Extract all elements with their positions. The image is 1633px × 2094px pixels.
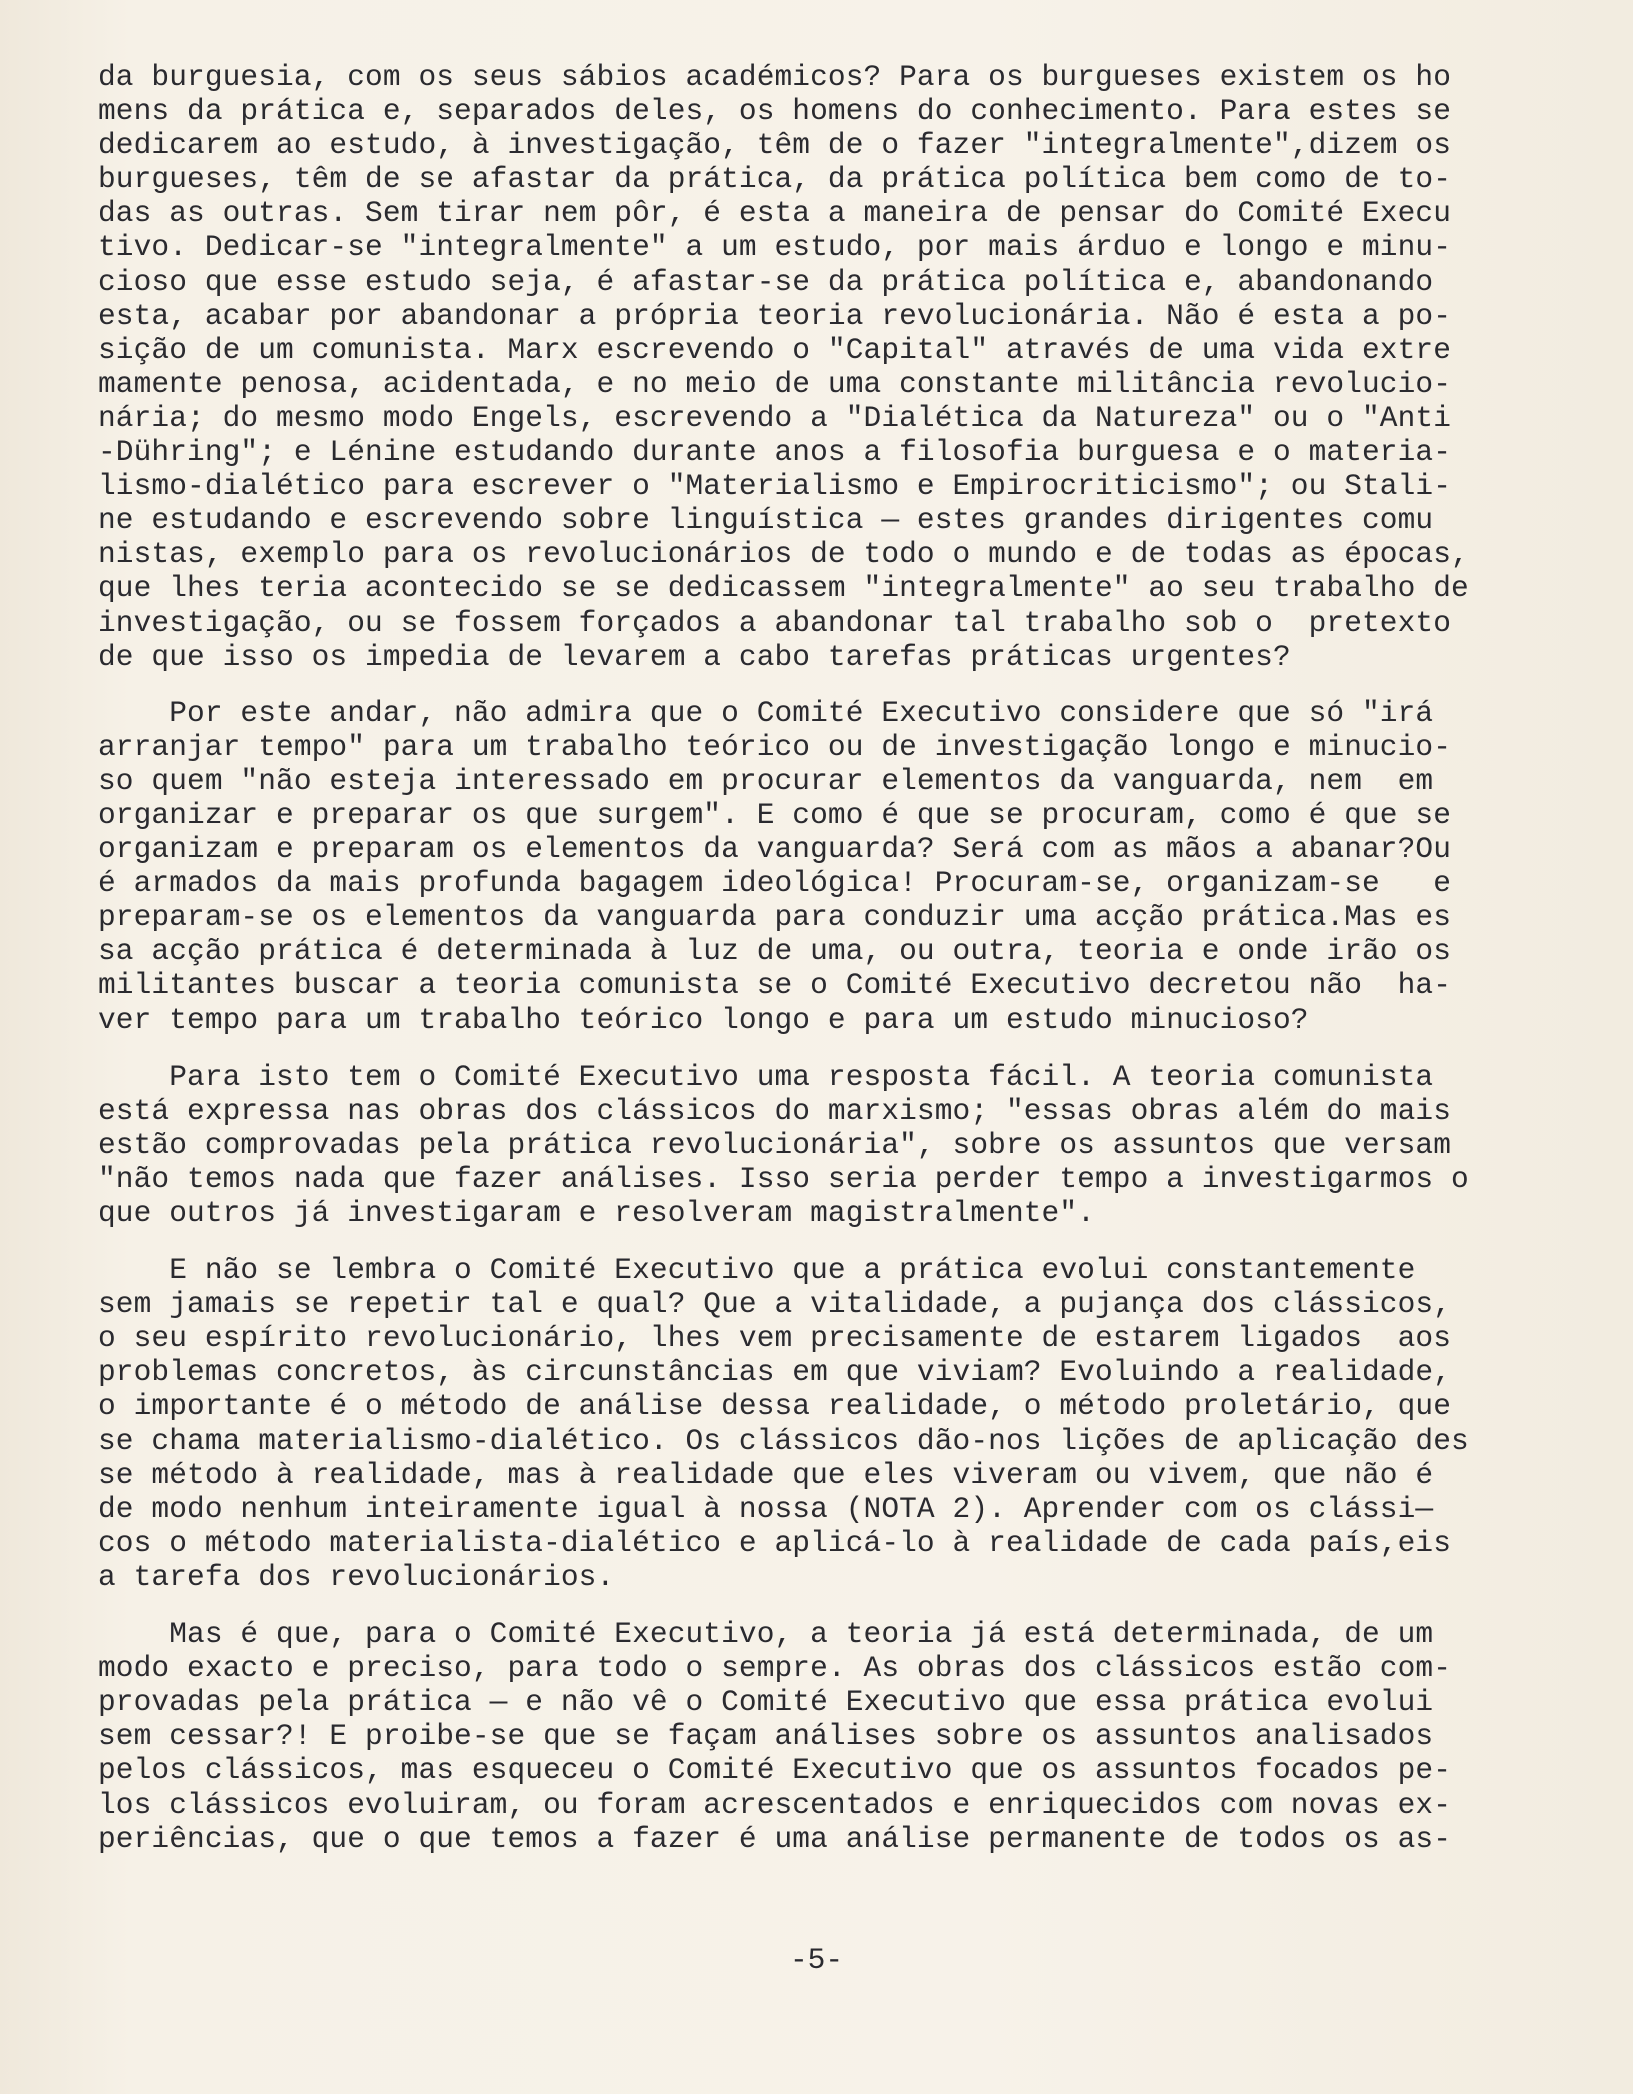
text-line: o seu espírito revolucionário, lhes vem precisamente de estarem ligados aos <box>98 1321 1452 1356</box>
text-line: estão comprovadas pela prática revolucionária", sobre os assuntos que versam <box>98 1127 1452 1162</box>
page-number: -5- <box>789 1943 844 1977</box>
text-line: das as outras. Sem tirar nem pôr, é esta a maneira de pensar do Comité Execu <box>98 196 1452 231</box>
paragraph-spacer <box>98 1594 1596 1617</box>
text-line: provadas pela prática — e não vê o Comité Executivo que essa prática evolui <box>98 1685 1434 1720</box>
text-line: o importante é o método de análise dessa realidade, o método proletário, que <box>98 1389 1452 1424</box>
text-line: modo exacto e preciso, para todo o sempre. As obras dos clássicos estão com- <box>98 1651 1452 1686</box>
text-line: ver tempo para um trabalho teórico longo e para um estudo minucioso? <box>98 1002 1309 1037</box>
paragraph-spacer <box>98 1230 1596 1253</box>
text-line: sem jamais se repetir tal e qual? Que a vitalidade, a pujança dos clássicos, <box>98 1287 1452 1322</box>
text-line: a tarefa dos revolucionários. <box>98 1559 615 1594</box>
text-line: sição de um comunista. Marx escrevendo o "Capital" através de uma vida extre <box>98 332 1452 367</box>
text-line: de que isso os impedia de levarem a cabo tarefas práticas urgentes? <box>98 639 1291 674</box>
text-line: de modo nenhum inteiramente igual à nossa (NOTA 2). Aprender com os clássi— <box>98 1491 1434 1526</box>
text-line: Por este andar, não admira que o Comité Executivo considere que só "irá <box>98 695 1434 730</box>
text-line: está expressa nas obras dos clássicos do marxismo; "essas obras além do mais <box>98 1093 1452 1128</box>
paragraph-spacer <box>98 674 1596 696</box>
text-line: se chama materialismo-dialético. Os clássicos dão-nos lições de aplicação des <box>98 1423 1469 1458</box>
text-line: mens da prática e, separados deles, os homens do conhecimento. Para estes se <box>98 94 1452 129</box>
text-line: organizam e preparam os elementos da vanguarda? Será com as mãos a abanar?Ou <box>98 832 1452 867</box>
text-line: nária; do mesmo modo Engels, escrevendo a "Dialética da Natureza" ou o "Anti <box>98 400 1452 435</box>
text-line: tivo. Dedicar-se "integralmente" a um estudo, por mais árduo e longo e minu- <box>98 230 1452 265</box>
paragraph-4 <box>98 1253 1596 1594</box>
text-line: que outros já investigaram e resolveram magistralmente". <box>98 1196 1095 1230</box>
text-line: "não temos nada que fazer análises. Isso seria perder tempo a investigarmos o <box>98 1161 1469 1196</box>
text-line: arranjar tempo" para um trabalho teórico ou de investigação longo e minucio- <box>98 729 1452 764</box>
text-line: que lhes teria acontecido se se dedicassem "integralmente" ao seu trabalho de <box>98 571 1469 606</box>
paragraph-1 <box>98 60 1596 674</box>
text-line: é armados da mais profunda bagagem ideológica! Procuram-se, organizam-se e <box>98 866 1452 901</box>
paragraph-3 <box>98 1060 1596 1230</box>
text-line: ne estudando e escrevendo sobre linguística — estes grandes dirigentes comu <box>98 503 1434 538</box>
paragraph-spacer <box>98 1037 1596 1060</box>
text-line: se método à realidade, mas à realidade que eles viveram ou vivem, que não é <box>98 1457 1434 1492</box>
text-line: preparam-se os elementos da vanguarda para conduzir uma acção prática.Mas es <box>98 900 1452 935</box>
text-line: organizar e preparar os que surgem". E como é que se procuram, como é que se <box>98 797 1452 832</box>
text-line: lismo-dialético para escrever o "Materialismo e Empirocriticismo"; ou Stali- <box>98 469 1452 504</box>
text-line: pelos clássicos, mas esqueceu o Comité Executivo que os assuntos focados pe- <box>98 1753 1452 1788</box>
text-line: sa acção prática é determinada à luz de uma, ou outra, teoria e onde irão os <box>98 934 1452 969</box>
paragraph-5 <box>98 1617 1596 1856</box>
text-line: Para isto tem o Comité Executivo uma resposta fácil. A teoria comunista <box>98 1059 1434 1094</box>
text-line: esta, acabar por abandonar a própria teoria revolucionária. Não é esta a po- <box>98 298 1452 333</box>
text-line: dedicarem ao estudo, à investigação, têm de o fazer "integralmente",dizem os <box>98 128 1452 163</box>
text-line: -Dühring"; e Lénine estudando durante anos a filosofia burguesa e o materia- <box>98 435 1452 470</box>
text-line: los clássicos evoluiram, ou foram acrescentados e enriquecidos com novas ex- <box>98 1787 1452 1822</box>
text-line: nistas, exemplo para os revolucionários de todo o mundo e de todas as épocas, <box>98 537 1469 572</box>
text-line: da burguesia, com os seus sábios académicos? Para os burgueses existem os ho <box>98 60 1452 94</box>
text-line: investigação, ou se fossem forçados a abandonar tal trabalho sob o pretexto <box>98 605 1452 640</box>
text-line: cos o método materialista-dialético e aplicá-lo à realidade de cada país,eis <box>98 1525 1452 1560</box>
text-line: Mas é que, para o Comité Executivo, a teoria já está determinada, de um <box>98 1617 1434 1652</box>
text-line: so quem "não esteja interessado em procurar elementos da vanguarda, nem em <box>98 763 1434 798</box>
paragraph-2 <box>98 696 1596 1037</box>
text-line: periências, que o que temos a fazer é uma análise permanente de todos os as- <box>98 1821 1452 1856</box>
text-line: mamente penosa, acidentada, e no meio de uma constante militância revolucio- <box>98 366 1452 401</box>
text-line: militantes buscar a teoria comunista se o Comité Executivo decretou não ha- <box>98 968 1452 1003</box>
text-line: burgueses, têm de se afastar da prática, da prática política bem como de to- <box>98 162 1452 197</box>
text-line: sem cessar?! E proibe-se que se façam análises sobre os assuntos analisados <box>98 1719 1434 1754</box>
text-line: cioso que esse estudo seja, é afastar-se da prática política e, abandonando <box>98 264 1434 299</box>
text-line: problemas concretos, às circunstâncias em que viviam? Evoluindo a realidade, <box>98 1355 1452 1390</box>
typewritten-page <box>98 60 1596 1856</box>
text-line: E não se lembra o Comité Executivo que a prática evolui constantemente <box>98 1253 1416 1288</box>
